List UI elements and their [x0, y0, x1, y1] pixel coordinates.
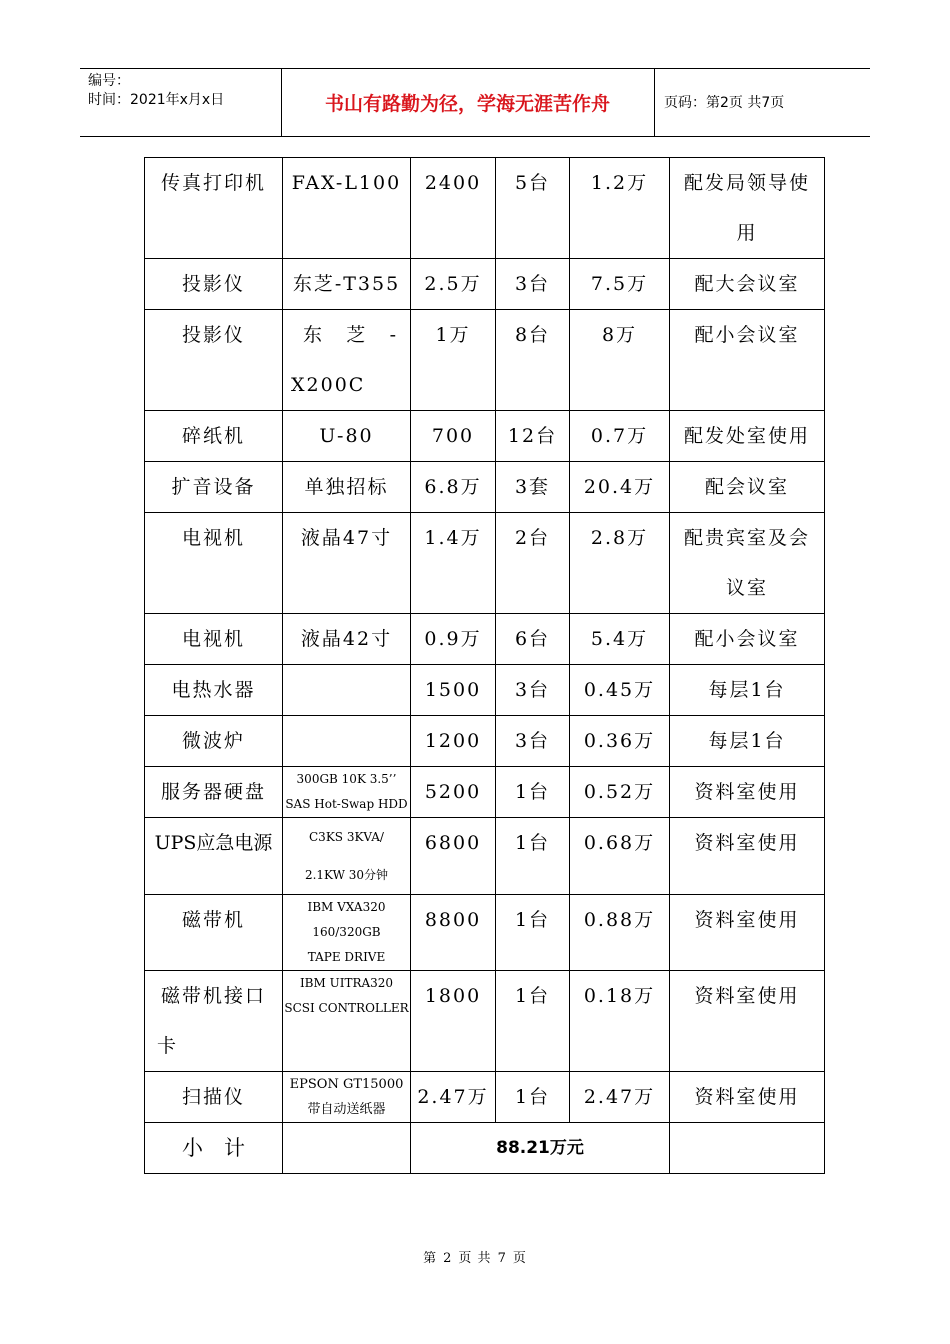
item-total: 0.7万 [570, 411, 670, 462]
item-unit-price: 1万 [411, 310, 496, 411]
item-total: 0.88万 [570, 895, 670, 971]
header-motto: 书山有路勤为径，学海无涯苦作舟 [324, 92, 610, 115]
footer-current-page: 2 [443, 1251, 453, 1266]
header-meta [88, 72, 224, 110]
table-row [145, 971, 825, 1072]
table-row [145, 513, 825, 614]
item-quantity: 8台 [496, 310, 570, 411]
item-total: 7.5万 [570, 259, 670, 310]
table-row [145, 310, 825, 411]
table-row [145, 259, 825, 310]
item-config: 资料室使用 [670, 895, 825, 971]
item-quantity: 3套 [496, 462, 570, 513]
item-model-line: C3KS 3KVA/ [309, 830, 384, 844]
table-row [145, 411, 825, 462]
item-unit-price: 2.5万 [411, 259, 496, 310]
document-number-label: 编号： [88, 73, 130, 89]
footer-suffix: 页 [512, 1251, 527, 1266]
item-model-line: IBM UITRA320 [299, 976, 394, 990]
item-unit-price: 2.47万 [411, 1072, 496, 1123]
item-name: 磁带机 [145, 895, 283, 971]
item-config: 配大会议室 [670, 259, 825, 310]
item-total: 2.8万 [570, 513, 670, 614]
item-config: 配小会议室 [670, 614, 825, 665]
table-row [145, 158, 825, 259]
item-model-line: 300GB 10K 3.5’’ [296, 772, 397, 786]
item-model-line: TAPE DRIVE [307, 950, 386, 964]
item-config: 配小会议室 [670, 310, 825, 411]
item-unit-price: 700 [411, 411, 496, 462]
header-bottom-rule [80, 136, 870, 137]
item-model-line: 东 芝 - [303, 324, 398, 346]
table-row [145, 818, 825, 895]
item-total: 0.45万 [570, 665, 670, 716]
item-unit-price: 6800 [411, 818, 496, 895]
footer-total-pages: 7 [497, 1251, 507, 1266]
table-row [145, 767, 825, 818]
item-config: 配发处室使用 [670, 411, 825, 462]
item-config: 配发局领导使用 [670, 158, 825, 259]
item-quantity: 1台 [496, 1072, 570, 1123]
header-page-info: 页码：第2页 共7页 [664, 95, 785, 111]
table-row [145, 895, 825, 971]
item-config: 资料室使用 [670, 767, 825, 818]
item-model [283, 716, 411, 767]
item-model [283, 310, 411, 411]
item-quantity: 3台 [496, 665, 570, 716]
item-model-line: X200C [291, 374, 366, 396]
page-footer [0, 1247, 950, 1266]
item-quantity: 1台 [496, 895, 570, 971]
item-quantity: 5台 [496, 158, 570, 259]
item-model: FAX-L100 [283, 158, 411, 259]
item-total: 5.4万 [570, 614, 670, 665]
item-config: 资料室使用 [670, 1072, 825, 1123]
subtotal-empty-cell [670, 1123, 825, 1174]
item-model: 液晶47寸 [283, 513, 411, 614]
item-total: 0.18万 [570, 971, 670, 1072]
item-name: UPS应急电源 [145, 818, 283, 895]
item-model: U-80 [283, 411, 411, 462]
item-model-line: IBM VXA320 [307, 900, 386, 914]
item-unit-price: 6.8万 [411, 462, 496, 513]
item-model [283, 665, 411, 716]
item-unit-price: 5200 [411, 767, 496, 818]
item-config: 每层1台 [670, 716, 825, 767]
item-total: 0.68万 [570, 818, 670, 895]
item-model [283, 895, 411, 971]
item-quantity: 1台 [496, 818, 570, 895]
item-total: 0.52万 [570, 767, 670, 818]
table-row [145, 614, 825, 665]
subtotal-empty-cell [283, 1123, 411, 1174]
item-total: 20.4万 [570, 462, 670, 513]
item-quantity: 1台 [496, 767, 570, 818]
item-quantity: 3台 [496, 259, 570, 310]
item-model: 单独招标 [283, 462, 411, 513]
table-row [145, 716, 825, 767]
table-row [145, 462, 825, 513]
item-name: 投影仪 [145, 310, 283, 411]
subtotal-label: 小 计 [145, 1123, 283, 1174]
item-quantity: 3台 [496, 716, 570, 767]
item-unit-price: 2400 [411, 158, 496, 259]
item-quantity: 1台 [496, 971, 570, 1072]
item-unit-price: 0.9万 [411, 614, 496, 665]
item-name: 投影仪 [145, 259, 283, 310]
item-model-line: SCSI CONTROLLER [284, 1001, 409, 1015]
item-model: 东芝-T355 [283, 259, 411, 310]
item-unit-price: 1.4万 [411, 513, 496, 614]
item-model [283, 818, 411, 895]
item-name: 电热水器 [145, 665, 283, 716]
item-model [283, 1072, 411, 1123]
item-model [283, 971, 411, 1072]
item-config: 每层1台 [670, 665, 825, 716]
item-quantity: 6台 [496, 614, 570, 665]
item-model-line: EPSON GT15000 [289, 1077, 404, 1092]
item-name: 电视机 [145, 513, 283, 614]
item-unit-price: 1800 [411, 971, 496, 1072]
item-model [283, 767, 411, 818]
header-divider-right [654, 68, 655, 136]
item-name: 电视机 [145, 614, 283, 665]
item-total: 0.36万 [570, 716, 670, 767]
item-model-line: SAS Hot-Swap HDD [285, 797, 408, 811]
item-name: 碎纸机 [145, 411, 283, 462]
item-unit-price: 1200 [411, 716, 496, 767]
subtotal-value: 88.21万元 [411, 1123, 670, 1174]
table-row [145, 1072, 825, 1123]
item-model-line: 160/320GB [312, 925, 381, 939]
equipment-table [144, 157, 825, 1174]
item-name: 微波炉 [145, 716, 283, 767]
item-total: 8万 [570, 310, 670, 411]
item-config: 配贵宾室及会议室 [670, 513, 825, 614]
subtotal-row [145, 1123, 825, 1174]
item-quantity: 2台 [496, 513, 570, 614]
footer-prefix: 第 [423, 1251, 438, 1266]
footer-middle: 页 共 [458, 1251, 492, 1266]
item-config: 资料室使用 [670, 818, 825, 895]
item-quantity: 12台 [496, 411, 570, 462]
item-name: 磁带机接口卡 [145, 971, 283, 1072]
item-total: 1.2万 [570, 158, 670, 259]
item-config: 资料室使用 [670, 971, 825, 1072]
document-time-label: 时间：2021年x月x日 [88, 92, 225, 108]
item-unit-price: 8800 [411, 895, 496, 971]
item-config: 配会议室 [670, 462, 825, 513]
item-name: 传真打印机 [145, 158, 283, 259]
item-name: 扫描仪 [145, 1072, 283, 1123]
item-name: 扩音设备 [145, 462, 283, 513]
item-name: 服务器硬盘 [145, 767, 283, 818]
item-model-line: 带自动送纸器 [307, 1102, 386, 1117]
item-model-line: 2.1KW 30分钟 [304, 868, 389, 882]
item-unit-price: 1500 [411, 665, 496, 716]
table-row [145, 665, 825, 716]
item-model: 液晶42寸 [283, 614, 411, 665]
item-total: 2.47万 [570, 1072, 670, 1123]
